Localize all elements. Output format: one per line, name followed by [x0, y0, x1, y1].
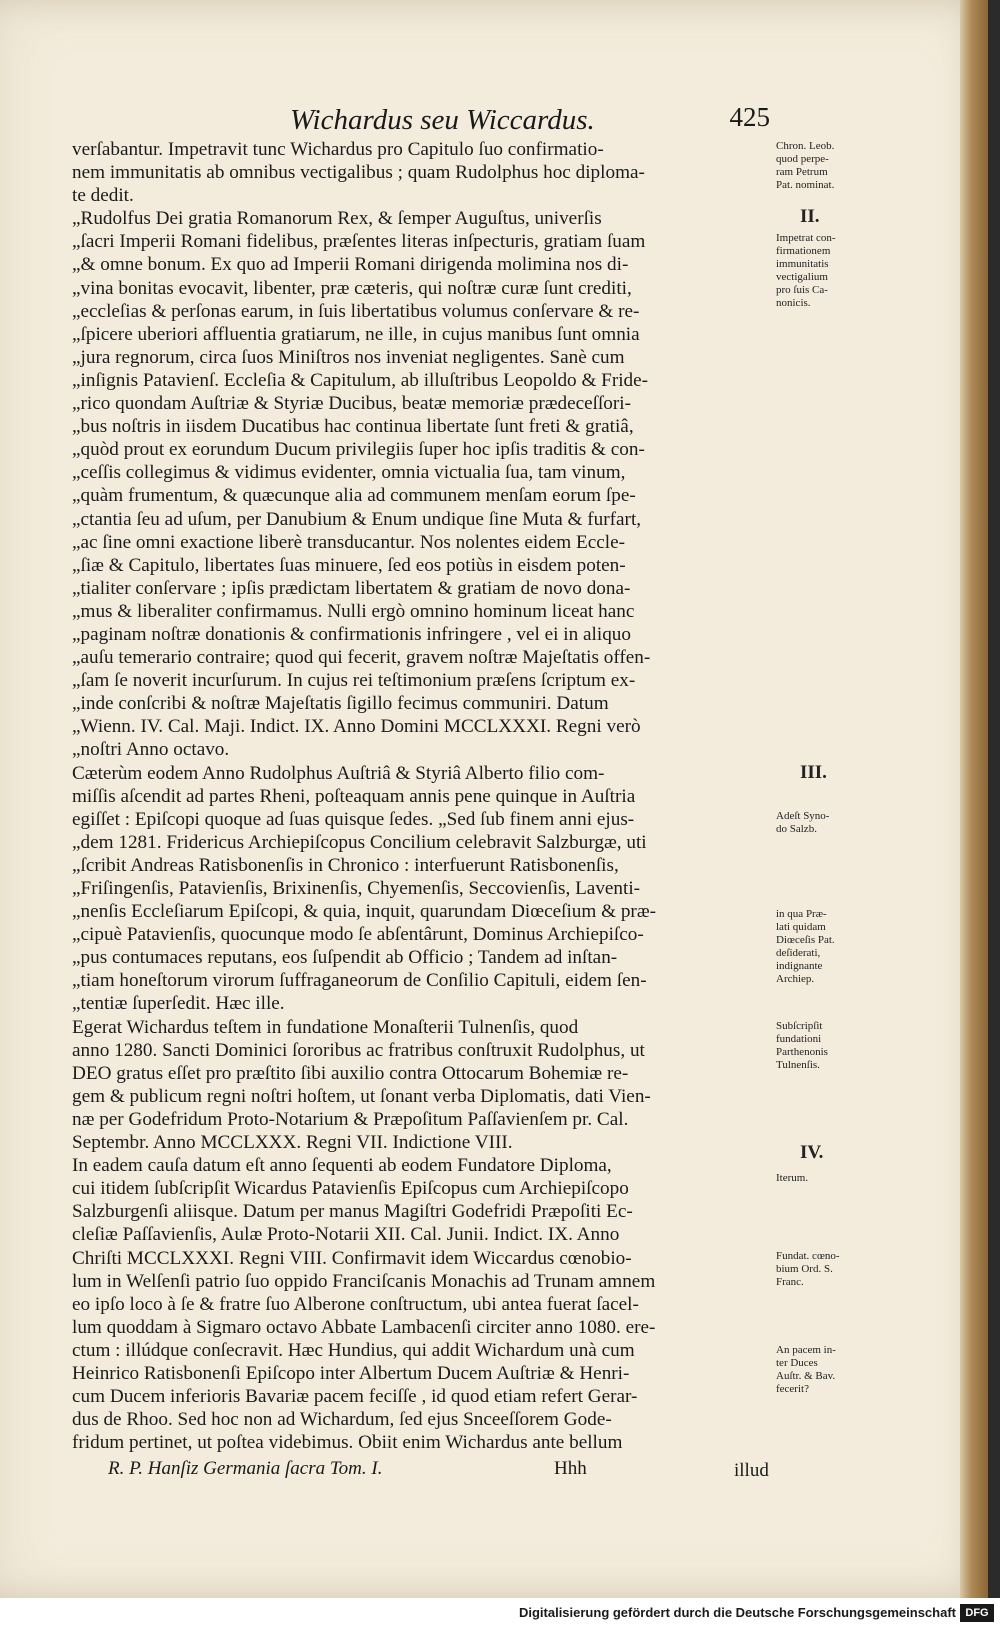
- text-line: anno 1280. Sancti Dominici ſororibus ac fratribus conſtruxit Rudolphus, ut: [72, 1039, 645, 1061]
- page-header: [270, 104, 770, 138]
- text-line: „Wienn. IV. Cal. Maji. Indict. IX. Anno Domini MCCLXXXI. Regni verò: [72, 716, 641, 738]
- text-line: „quàm frumentum, & quæcunque alia ad communem menſam eorum ſpe-: [72, 485, 636, 507]
- text-line: verſabantur. Impetravit tunc Wichardus pro Capitulo ſuo confirmatio-: [72, 139, 604, 160]
- text-line: „tentiæ ſuperſedit. Hæc ille.: [72, 993, 285, 1015]
- text-line: „ac ſine omni exactione liberè transducantur. Nos nolentes eidem Eccle-: [72, 531, 626, 553]
- text-line: „ſacri Imperii Romani fidelibus, præſentes literas inſpecturis, gratiam ſuam: [72, 231, 646, 253]
- text-line: te dedit.: [72, 185, 134, 207]
- text-line: Chriſti MCCLXXXI. Regni VIII. Confirmavit idem Wiccardus cœnobio-: [72, 1247, 632, 1269]
- text-line: „tiam honeſtorum virorum ſuffraganeorum de Conſilio Capituli, eidem ſen-: [72, 970, 647, 992]
- text-line: Cæterùm eodem Anno Rudolphus Auſtriâ & Styriâ Alberto filio com-: [72, 762, 605, 784]
- text-line: cui itidem ſubſcripſit Wicardus Patavienſis Epiſcopus cum Archiepiſcopo: [72, 1178, 629, 1200]
- text-line: „Friſingenſis, Patavienſis, Brixinenſis, Chyemenſis, Seccovienſis, Laventi-: [72, 878, 641, 899]
- page-edge: [960, 0, 988, 1598]
- text-line: „& omne bonum. Ex quo ad Imperii Romani dirigenda molimina nos di-: [72, 254, 629, 276]
- text-line: lum in Welſenſi patrio ſuo oppido Franciſcanis Monachis ad Trunam amnem: [72, 1270, 656, 1292]
- text-line: „noſtri Anno octavo.: [72, 739, 230, 761]
- text-line: fridum pertinet, ut poſtea videbimus. Obiit enim Wichardus ante bellum: [72, 1432, 623, 1454]
- text-line: „inde conſcribi & noſtræ Majeſtatis ſigillo fecimus communiri. Datum: [72, 693, 609, 715]
- text-line: eo ipſo loco à ſe & fratre ſuo Alberone conſtructum, ubi antea fuerat ſacel-: [72, 1293, 639, 1315]
- text-line: Salzburgenſi aliisque. Datum per manus Magiſtri Godefridi Præpoſiti Ec-: [72, 1201, 633, 1223]
- margin-note-tulln: Subſcripſit fundationi Parthenonis Tulnenſis.: [776, 1020, 828, 1071]
- margin-note-fundat: Fundat. cœno- bium Ord. S. Franc.: [776, 1250, 840, 1288]
- text-line: „tialiter conſervare ; ipſis prædictam libertatem & gratiam de novo dona-: [72, 577, 631, 599]
- section-number-2: II.: [800, 206, 820, 227]
- text-line: „ſcribit Andreas Ratisbonenſis in Chronico : interfuerunt Ratisbonenſis,: [72, 854, 619, 876]
- text-line: „pus contumaces reputans, eos ſuſpendit ab Officio ; Tandem ad inſtan-: [72, 947, 618, 969]
- text-line: „ſam ſe noverit incurſurum. In cujus rei teſtimonium præſens ſcriptum ex-: [72, 670, 636, 692]
- catchword: illud: [734, 1460, 769, 1481]
- text-line: „inſignis Patavienſ. Eccleſia & Capitulum, ab illuſtribus Leopoldo & Fride-: [72, 369, 649, 391]
- text-line: cleſiæ Paſſavienſis, Aulæ Proto-Notarii XII. Cal. Junii. Indict. IX. Anno: [72, 1224, 620, 1246]
- margin-note-impetrat: Impetrat con- firmationem immunitatis vectigalium pro ſuis Ca- nonicis.: [776, 232, 836, 309]
- main-text-block: [72, 138, 772, 1454]
- text-line: „quòd prout ex eorundum Ducum privilegiis ſuper hoc ipſis traditis & con-: [72, 439, 645, 461]
- text-line: „rico quondam Auſtriæ & Styriæ Ducibus, beatæ memoriæ prædeceſſori-: [72, 393, 632, 415]
- text-line: „mus & liberaliter confirmamus. Nulli ergò omnino hominum liceat hanc: [72, 600, 635, 622]
- text-line: „Rudolfus Dei gratia Romanorum Rex, & ſemper Auguſtus, univerſis: [72, 208, 602, 230]
- text-line: „eccleſias & perſonas earum, in ſuis libertatibus volumus conſervare & re-: [72, 300, 640, 322]
- text-line: „auſu temerario contraire; quod qui fecerit, gravem noſtræ Majeſtatis offen-: [72, 647, 651, 669]
- text-line: gem & publicum regni noſtri hoſtem, ut ſonant verba Diplomatis, dati Vien-: [72, 1085, 651, 1107]
- dfg-logo: DFG: [960, 1604, 994, 1622]
- text-line: In eadem cauſa datum eſt anno ſequenti ab eodem Fundatore Diploma,: [72, 1155, 612, 1177]
- text-line: „nenſis Eccleſiarum Epiſcopi, & quia, inquit, quarundam Diœceſium & præ-: [72, 901, 657, 923]
- text-line: næ per Godefridum Proto-Notarium & Præpoſitum Paſſavienſem pr. Cal.: [72, 1108, 629, 1130]
- text-line: cum Ducem inferioris Bavariæ pacem feciſſe , id quod etiam refert Gerar-: [72, 1386, 638, 1408]
- text-line: egiſſet : Epiſcopi quoque ad ſuas quisque ſedes. „Sed ſub finem anni ejus-: [72, 808, 635, 830]
- margin-note-chron: Chron. Leob. quod perpe- ram Petrum Pat. nominat.: [776, 140, 835, 191]
- text-line: „ceſſis collegimus & vidimus evidenter, omnia victualia ſua, tam vinum,: [72, 462, 626, 484]
- text-line: „ſiæ & Capitulo, libertates ſuas minuere, ſed eos potiùs in eisdem poten-: [72, 554, 626, 576]
- text-line: „jura regnorum, circa ſuos Miniſtros nos inveniat negligentes. Sanè cum: [72, 346, 625, 368]
- text-line: „cipuè Patavienſis, quocunque modo ſe abſentârunt, Dominus Archiepiſco-: [72, 924, 644, 946]
- text-line: dus de Rhoo. Sed hoc non ad Wichardum, ſed ejus Snceeſſorem Gode-: [72, 1409, 612, 1431]
- text-line: miſſis aſcendit ad partes Rheni, poſteaquam annis pene quinque in Auſtria: [72, 785, 636, 807]
- text-line: „vina bonitas evocavit, libenter, præ cæteris, qui noſtræ curæ ſunt crediti,: [72, 277, 632, 299]
- sheet-mark: Hhh: [554, 1458, 587, 1479]
- text-line: Heinrico Ratisbonenſi Epiſcopo inter Albertum Ducem Auſtriæ & Henri-: [72, 1362, 630, 1384]
- text-line: „paginam noſtræ donationis & confirmationis infringere , vel ei in aliquo: [72, 623, 631, 645]
- text-line: DEO gratus eſſet pro præſtito ſibi auxilio contra Ottocarum Bohemiæ re-: [72, 1062, 629, 1084]
- running-title: Wichardus seu Wiccardus.: [290, 104, 595, 136]
- text-line: lum quoddam à Sigmaro octavo Abbate Lambacenſi circiter anno 1080. ere-: [72, 1316, 656, 1338]
- text-line: Egerat Wichardus teſtem in fundatione Monaſterii Tulnenſis, quod: [72, 1016, 579, 1038]
- text-line: nem immunitatis ab omnibus vectigalibus ; quam Rudolphus hoc diploma-: [72, 162, 645, 184]
- text-line: Septembr. Anno MCCLXXX. Regni VII. Indictione VIII.: [72, 1132, 513, 1154]
- footer-signature: R. P. Hanſiz Germania ſacra Tom. I.: [108, 1458, 383, 1479]
- text-line: „ctantia ſeu ad uſum, per Danubium & Enum undique ſine Muta & furfart,: [72, 508, 642, 530]
- text-line: „ſpicere uberiori affluentia gratiarum, ne ille, in cujus manibus ſunt omnia: [72, 323, 640, 345]
- margin-note-praelati: in qua Præ- lati quidam Diœceſis Pat. deſiderati, indignante Archiep.: [776, 908, 835, 985]
- margin-note-iterum: Iterum.: [776, 1172, 809, 1184]
- margin-note-pacem: An pacem in- ter Duces Auſtr. & Bav. fecerit?: [776, 1344, 836, 1395]
- text-line: „dem 1281. Fridericus Archiepiſcopus Concilium celebravit Salzburgæ, uti: [72, 831, 647, 853]
- page-number: 425: [729, 102, 770, 132]
- text-line: „bus noſtris in iisdem Ducatibus hac continua libertate ſunt freti & gratiâ,: [72, 416, 634, 438]
- section-number-4: IV.: [800, 1142, 824, 1163]
- section-number-3: III.: [800, 762, 827, 783]
- attribution-bar: [0, 1598, 1000, 1630]
- text-line: ctum : illúdque conſecravit. Hæc Hundius, qui addit Wichardum unà cum: [72, 1339, 635, 1361]
- margin-note-synod: Adeſt Syno- do Salzb.: [776, 810, 830, 835]
- funding-text: Digitalisierung gefördert durch die Deutsche Forschungsgemeinschaft: [518, 1605, 956, 1620]
